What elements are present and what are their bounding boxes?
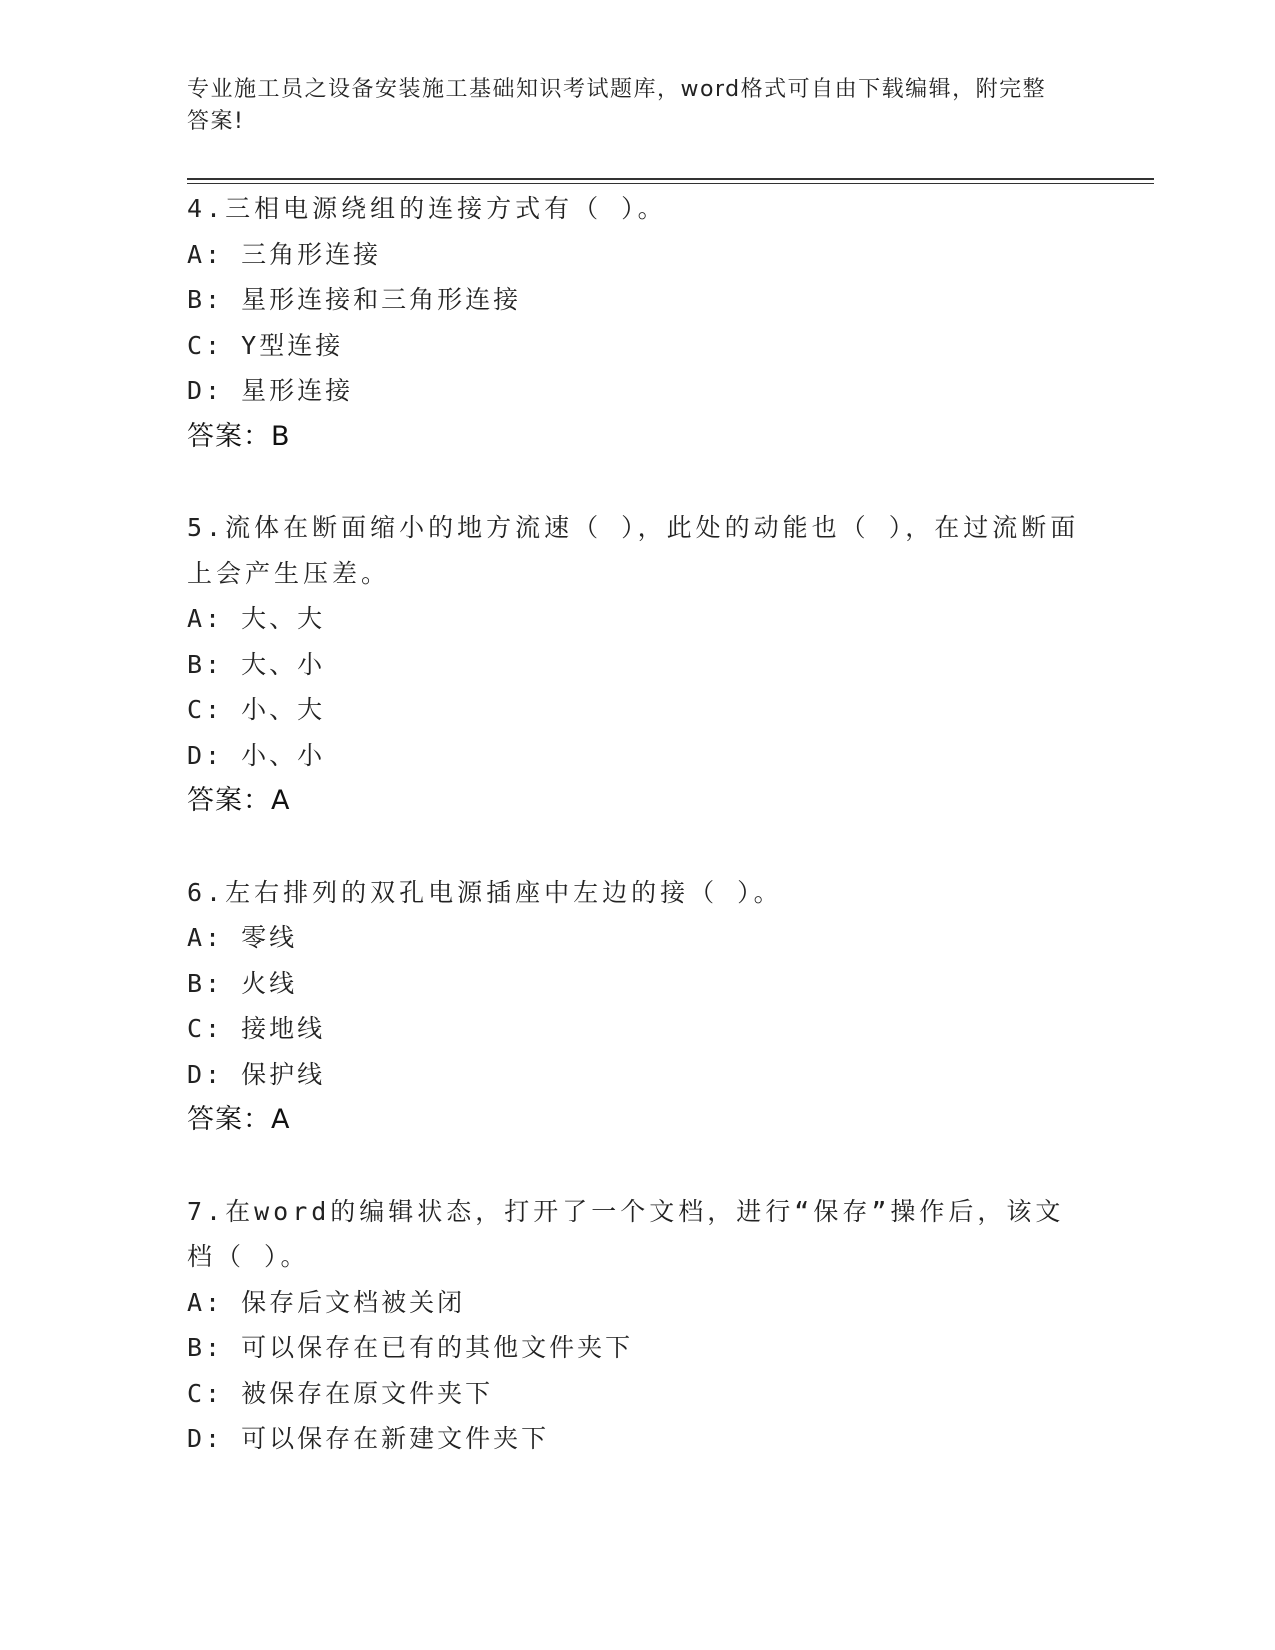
question-7: [187, 1189, 1087, 1462]
option-d: D: 可以保存在新建文件夹下: [187, 1424, 550, 1453]
header-divider-thin: [187, 183, 1154, 184]
option-a: A: 零线: [187, 923, 298, 952]
answer-label: 答案：A: [187, 1104, 291, 1135]
option-c: C: 小、大: [187, 695, 326, 724]
option-c: C: Y型连接: [187, 330, 344, 360]
option-d: D: 保护线: [187, 1059, 326, 1089]
question-stem: 7.在word的编辑状态，打开了一个文档，进行“保存”操作后，该文档（ ）。: [187, 1196, 1065, 1271]
option-b: B: 星形连接和三角形连接: [187, 285, 522, 314]
option-a: A: 三角形连接: [187, 239, 382, 269]
option-b: B: 大、小: [187, 649, 326, 679]
question-6: [187, 870, 1087, 1143]
question-stem: 5.流体在断面缩小的地方流速（ ），此处的动能也（ ），在过流断面上会产生压差。: [187, 513, 1080, 588]
question-5: [187, 505, 1087, 824]
question-stem: 4.三相电源绕组的连接方式有（ ）。: [187, 194, 667, 223]
option-d: D: 星形连接: [187, 376, 354, 405]
option-c: C: 接地线: [187, 1014, 326, 1043]
question-stem: 6.左右排列的双孔电源插座中左边的接（ ）。: [187, 877, 783, 907]
option-d: D: 小、小: [187, 740, 326, 770]
option-a: A: 保存后文档被关闭: [187, 1287, 466, 1317]
answer-label: 答案：B: [187, 420, 291, 452]
option-b: B: 可以保存在已有的其他文件夹下: [187, 1333, 634, 1362]
option-a: A: 大、大: [187, 604, 326, 633]
document-header: 专业施工员之设备安装施工基础知识考试题库，word格式可自由下载编辑，附完整答案!: [187, 77, 1047, 134]
question-4: [187, 186, 1087, 459]
option-b: B: 火线: [187, 968, 298, 998]
question-list: [187, 186, 1087, 1462]
answer-label: 答案：A: [187, 785, 291, 816]
header-divider: [187, 178, 1154, 180]
option-c: C: 被保存在原文件夹下: [187, 1378, 494, 1408]
